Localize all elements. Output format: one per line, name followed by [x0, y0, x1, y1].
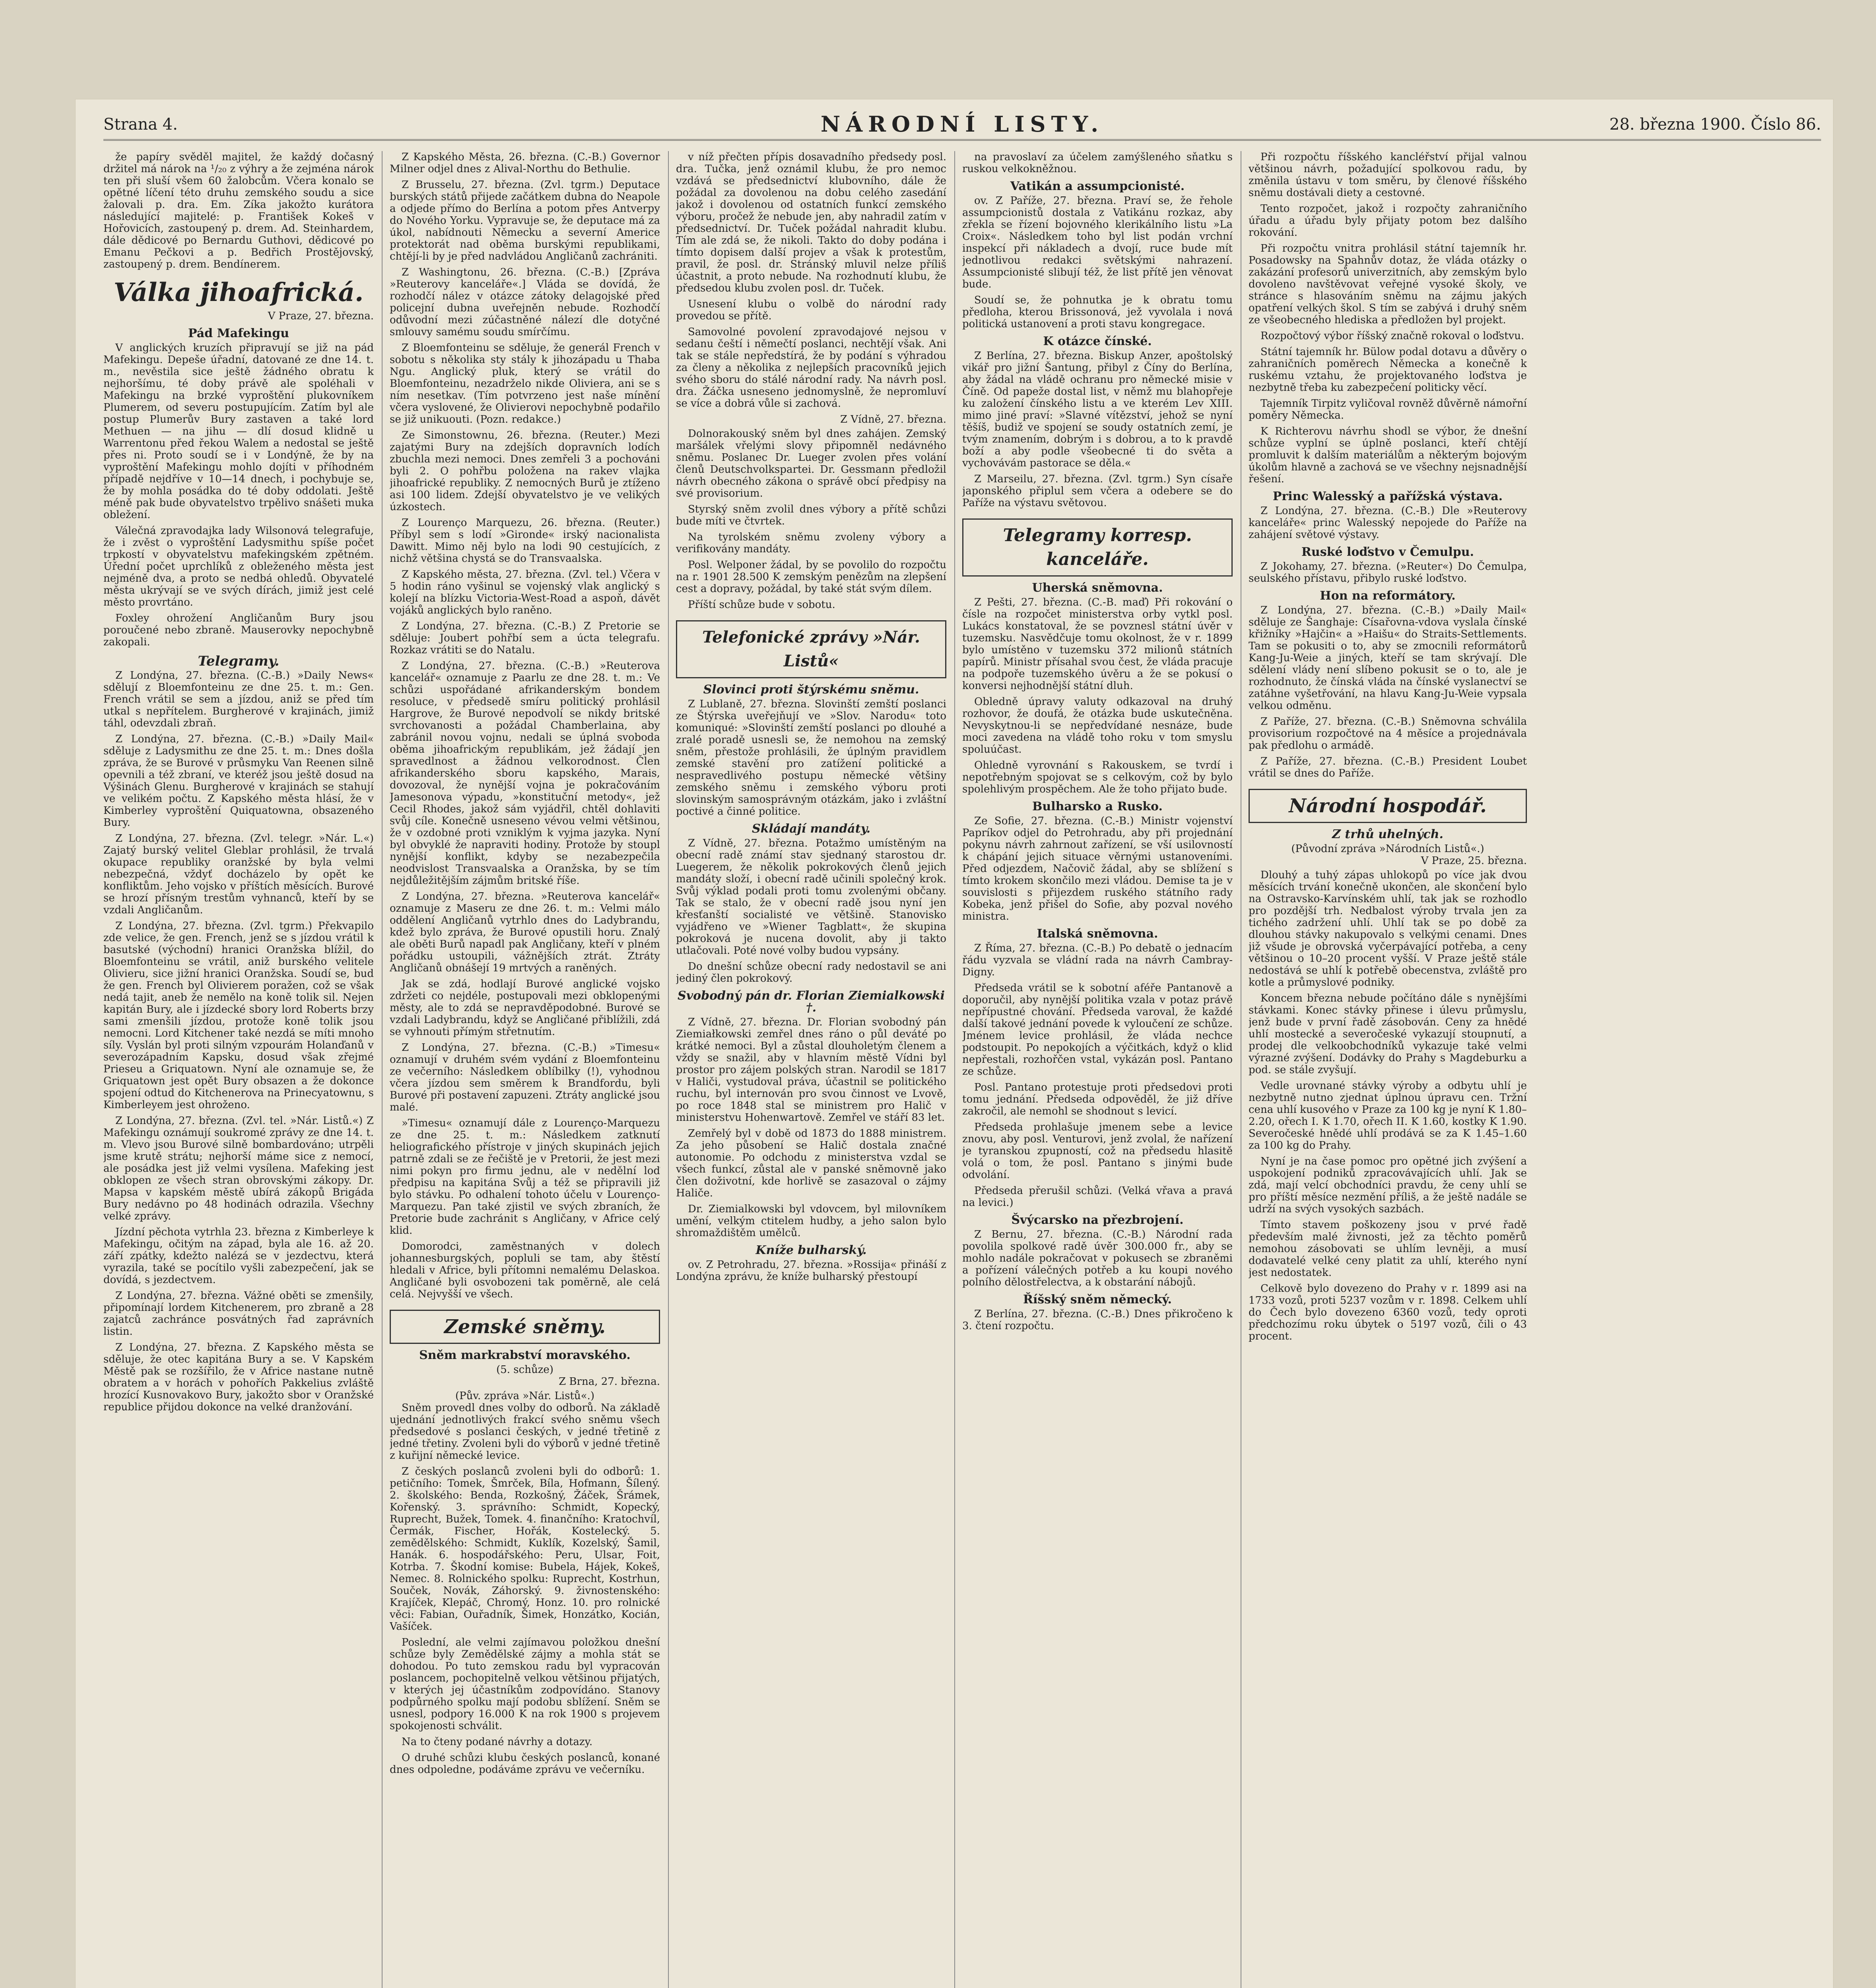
article-text: Z Berlína, 27. března. (C.-B.) Dnes přikročeno k 3. čtení rozpočtu.	[962, 1308, 1233, 1332]
article-text: Z Londýna, 27. března. (C.-B.) »Daily Mail« sděluje z Ladysmithu ze dne 25. t. m.: Dnes došla zpráva, že se Burové v průsmyku Van Reenen silně opevnili a též zbraní, ve kteréž jsou ještě dosud na Výšinách Glenu. Burgherové v krajinách se stahují ve velikém počtu. Z Kapského města hlásí, že v Kimberley vyproštění Quiquatowna, obsazeného Bury.	[103, 733, 374, 829]
article-text: O druhé schůzi klubu českých poslanců, konané dnes odpoledne, podáváme zprávu ve večerníku.	[390, 1752, 660, 1776]
article-text: »Timesu« oznamují dále z Lourenço-Marquezu ze dne 25. t. m.: Následkem zatknutí heliografického přístroje v jiných skupinách jejich patrně zdali se ze řečiště je v Pretorii, že jest mezi nimi pokyn pro firmu jednu, ale v nedělní loď předpisu na kapitána Svůj a též se připravili již bylo stávku. Po odhalení tohoto účelu v Lourenço-Marquezu. Pan také zjistil ve svých zbraních, že Pretorie bude zachránit s Angličany, v Africe celý klid.	[390, 1117, 660, 1237]
section-subtitle: (5. schůze)	[496, 1364, 553, 1376]
article-text: Z Paříže, 27. března. (C.-B.) Sněmovna schválila provisorium rozpočtové na 4 měsíce a projednávala pak předlohu o armádě.	[1249, 716, 1527, 751]
article-text: Samovolné povolení zpravodajové nejsou v sedanu čeští i němečtí poslanci, nechtějí však. Ani tak se stále nepředstírá, že by podání s výhradou za členy a několika z nejlepších pracovníků jejich svého sboru do stálé národní rady. Na návrh posl. dra. Žáčka usneseno jednomyslně, že nepromluví se více a dobrá vůle si zachová.	[676, 326, 946, 410]
article-text: Z Londýna, 27. března. Z Kapského města se sděluje, že otec kapitána Bury a se. V Kapském Městě pak se rozšířilo, že v Africe nastane nutně obratem a v horách v pohořích Pakkelius zvláště hrozící Kusnovakovo Bury, jakožto sbor v Oranžské republice přijdou dokonce na velké dranžování.	[103, 1342, 374, 1413]
dateline: V Praze, 25. března.	[1421, 855, 1527, 867]
article-text: Z Londýna, 27. března. (C.-B.) »Timesu« oznamují v druhém svém vydání z Bloemfonteinu ze večerního: Následkem oblíbilky (!), vyhodnou včera jízdou sem směrem k Brandfordu, byli Burové při postavení zapuzeni. Ztráty anglické jsou malé.	[390, 1042, 660, 1113]
article-text: Obledně úpravy valuty odkazoval na druhý rozhovor, že doufá, že otázka bude uskutečněna. Nevyskytnou-li se nepředvídané nesnáze, bude moci zavedena na vládě toho roku v tom smyslu spoluúčast.	[962, 696, 1233, 755]
article-text: Tajemník Tirpitz vyličoval rovněž důvěrně námořní poměry Německa.	[1249, 398, 1527, 421]
article-text: Sněm provedl dnes volby do odborů. Na základě ujednání jednotlivých frakcí svého sněmu všech předsedové s poslanci českých, v jedné třetině z jedné třetiny. Zvoleni byli do výborů v jedné třetině z kuřijní německé levice.	[390, 1402, 660, 1462]
article-text: Z Říma, 27. března. (C.-B.) Po debatě o jednacím řádu vyzvala se vládní rada na návrh Cambray-Digny.	[962, 942, 1233, 978]
article-text: Na to čteny podané návrhy a dotazy.	[402, 1736, 593, 1748]
article-text: Rozpočtový výbor říšský značně rokoval o loďstvu.	[1260, 330, 1524, 342]
article-text: K Richterovu návrhu shodl se výbor, že dnešní schůze vyplní se úplně poslanci, kteří chtějí promluvit k dalším materiálům a některým bojovým úkolům hlavně a zachová se ve všechny nejsnadnější řešení.	[1249, 425, 1527, 485]
article-text: Z Londýna, 27. března. (C.-B.) »Daily Mail« sděluje ze Šanghaje: Císařovna-vdova vyslala čínské křižníky »Hajčin« a »Haišu« do Straits-Settlements. Tam se pokusiti o to, aby se zmocnili reformátorů Kang-Ju-Weie a jiných, kteří se tam skrývají. Dle sdělení vlády není slíbeno pokusit se o to, ale je rozhodnuto, že čínská vláda na čínské vyslanectví se zatáhne vyšetřování, na hlavu Kang-Ju-Weie vypsala velkou odměnu.	[1249, 604, 1527, 712]
article-text: na pravoslaví za účelem zamýšleného sňatku s ruskou velkokněžnou.	[962, 151, 1233, 175]
dateline: Z Vídně, 27. března.	[840, 414, 946, 425]
article-text: Státní tajemník hr. Bülow podal dotavu a důvěry o zahraničních poměrech Německa a konečně k ruskému vztahu, že projektovaného loďstva je nezbytně třeba ku zabezpečení politicky věcí.	[1249, 346, 1527, 394]
article-text: Předseda prohlašuje jmenem sebe a levice znovu, aby posl. Venturovi, jenž zvolal, že nařízení je tyranskou zpupností, což na předsedu hlasitě volá o tom, že posl. Pantano s jinými bude odvolání.	[962, 1121, 1233, 1181]
article-text: Z Berlína, 27. března. Biskup Anzer, apoštolský vikář pro jižní Šantung, přibyl z Číny do Berlína, aby žádal na vládě ochranu pro německé misie v Číně. Od papeže dostal list, v němž mu blahopřeje ku založení čínského listu a ve kterém Lev XIII. mimo jiné praví: »Slavné vítězství, jehož se nyní těšíš, budiž ve spojení se soudy ostatních zemí, je tvým znamením, dobrým i s dobrou, a to k pravdě boží a aby podle všeobecné ti do světa a vychovávám pastorace se děla.«	[962, 350, 1233, 469]
article-text: Ze Simonstownu, 26. března. (Reuter.) Mezi zajatými Bury na zdejších dopravních lodích zbuchla mezi nemoci. Dnes zemřeli 3 a pochováni byli 2. O pohřbu položena na rakev vlajka jihoafrické republiky. Z nemocných Burů je ztíženo asi 100 lidem. Zdejší obyvatelstvo je ve velikých úzkostech.	[390, 429, 660, 513]
article-text: Z Washingtonu, 26. března. (C.-B.) [Zpráva »Reuterovy kanceláře«.] Vláda se dovídá, že rozhodčí nález v otázce zátoky delagojské před policejní dubna uveřejněn nebude. Rozhodčí odůvodní mezi zúčastněné nálezí dle dotyčné smlouvy samému soudu smírčímu.	[390, 266, 660, 338]
section-box-title: Národní hospodář.	[1249, 789, 1527, 823]
column-2	[390, 151, 660, 1988]
column-5	[1249, 151, 1527, 1988]
column-3	[676, 151, 946, 1988]
article-text: Domorodci, zaměstnaných v dolech johannesburgských, popluli se tam, aby štěstí hledali v Africe, byli přítomni nemalému Delaskoa. Angličané byli osvobozeni tak poměrně, ale celá celá. Nejvyšší ve všech.	[390, 1241, 660, 1300]
section-box-title: Telefonické zprávy »Nár. Listů«	[676, 620, 946, 678]
section-title: K otázce čínské.	[1043, 334, 1152, 348]
article-text: Soudí se, že pohnutka je k obratu tomu předloha, kterou Brissonová, jež vyvolala i nová politická ustanovení a proti stavu kongregace.	[962, 294, 1233, 330]
article-text: Z Londýna, 27. března. (Zvl. telegr. »Nár. L.«) Zajatý burský velitel Gleblar prohlásil, že trvalá okupace republiky oranžské by byla velmi nebezpečná, vždyť docházelo by opět ke konfliktům. Jeho vojsko v příštích měsících. Burové se hrozí přísným trestům vyhnanců, kteří by se vzdali Angličanům.	[103, 833, 374, 916]
section-title: Říšský sněm německý.	[1023, 1293, 1172, 1307]
article-text: Z Londýna, 27. března. (C.-B.) »Daily News« sdělují z Bloemfonteinu ze dne 25. t. m.: Gen. French vrátil se sem a jízdou, aniž se před tím utkal s nepřítelem. Burgherové v krajinách, jimiž táhl, odevzdali zbraň.	[103, 670, 374, 729]
article-text: Usnesení klubu o volbě do národní rady provedou se přítě.	[676, 298, 946, 322]
section-title: Princ Walesský a pařížská výstava.	[1272, 489, 1503, 503]
dateline: Z Brna, 27. března.	[559, 1376, 660, 1388]
section-title: Sněm markrabství moravského.	[419, 1348, 631, 1362]
article-text: Poslední, ale velmi zajímavou položkou dnešní schůze byly Zemědělské zájmy a mohla stát se dohodou. Po tuto zemskou radu byl vypracován poslancem, pochopitelně velkou většinou přijatých, v kterých jej účastníkům zodpovídáno. Stanovy podpůrného spolku mají podobu sblížení. Sněm se usnesl, podpory 16.000 K na rok 1900 s projevem spokojenosti schválit.	[390, 1637, 660, 1732]
article-text: Z Bloemfonteinu se sděluje, že generál French v sobotu s několika sty stály k jihozápadu u Thaba Ngu. Anglický pluk, který se vrátil do Bloemfonteinu, nezadrželo nikde Oliviera, ani se s ním nesetkav. (Tím potvrzeno jest naše mínění včera vyslovené, že Olivierovi nepochybně podařilo se již unikuouti. (Pozn. redakce.)	[390, 342, 660, 425]
article-text: Válečná zpravodajka lady Wilsonová telegrafuje, že i zvěst o vyproštění Ladysmithu spíše počet trpkostí v obyvatelstvu mafekingském zpětném. Úřední počet uprchlíků z obleženého města jest nejméně dva, a proto se nedbá ohledů. Obyvatelé města ukrývají se ve svých dírách, jimiž jest celé město provrtáno.	[103, 525, 374, 608]
dateline: V Praze, 27. března.	[268, 310, 374, 322]
article-text: Z Paříže, 27. března. (C.-B.) President Loubet vrátil se dnes do Paříže.	[1249, 755, 1527, 779]
section-title: Italská sněmovna.	[1037, 927, 1158, 941]
article-text: Při rozpočtu říšského kancléřství přijal valnou většinou návrh, požadující spolkovou radu, by změnila ústavu v tom směru, by členové říšského sněmu dostávali diety a cestovné.	[1249, 151, 1527, 199]
section-title: Telegramy.	[198, 653, 280, 669]
section-title: Hon na reformátory.	[1320, 589, 1456, 603]
article-text: Z Londýna, 27. března. (Zvl. tel. »Nár. Listů.«) Z Mafekingu oznámují soukromé zprávy ze dne 14. t. m. Vlevo jsou Burové silně bombardováno; utrpěli jsme krutě strátu; nejhorší máme sice z nemocí, ale posádka jest již velmi vysílena. Mafeking jest obklopen ze všech stran obrovskými zákopy. Dr. Mapsa v kapském městě ubírá zákopů Brigáda Bury nedávno po 48 hodinách odrazila. Všechny velké zprávy.	[103, 1115, 374, 1222]
article-text: Z Pešti, 27. března. (C.-B. maď) Při rokování o čísle na rozpočet ministerstva orby vytkl posl. Lukács konstatoval, že se povznesl státní úvěr v tuzemsku. Nasvědčuje tomu okolnost, že v r. 1899 bylo umístěno v tuzemsku 372 milionů státních papírů. Ministr přísahal svou čest, že vláda pracuje na podpoře tuzemského úvěru a že se pokusí o konversi nejhodnější státní dluh.	[962, 596, 1233, 692]
article-text: Tímto stavem poškozeny jsou v prvé řadě především malé živnosti, jež za těchto poměrů nemohou zásobovati se uhlím levněji, a musí dodavatelé velké ceny platit za uhlí, kterého nyní jest nedostatek.	[1249, 1219, 1527, 1279]
article-text: ov. Z Paříže, 27. března. Praví se, že řehole assumpcionistů dostala z Vatikánu rozkaz, aby zřekla se řízení bojovného klerikálního listu »La Croix«. Následkem toho byl list podán vrchní inspekcí při nákladech a dvojí, ruce bude mít jednotlivou redakci světskými nahrazení. Assumpcionisté slibují též, že list přítě jen věnovat bude.	[962, 195, 1233, 290]
article-text: Posl. Welponer žádal, by se povolilo do rozpočtu na r. 1901 28.500 K zemským penězům na zlepšení cest a dopravy, požádal, by také stát svým dílem.	[676, 559, 946, 595]
article-text: Do dnešní schůze obecní rady nedostavil se ani jediný člen pokrokový.	[676, 961, 946, 984]
issue-date: 28. března 1900. Číslo 86.	[1609, 115, 1821, 134]
article-text: Příští schůze bude v sobotu.	[688, 599, 835, 611]
column-4	[962, 151, 1233, 1988]
article-text: Nyní je na čase pomoc pro opětné jich zvýšení a uspokojení podniků zpracovávajících uhlí. Jak se zdá, mají velcí obchodníci pravdu, že ceny uhlí se pro příští měsíce nezmění příliš, a že ještě nadále se udrží na svých vysokých sazbách.	[1249, 1155, 1527, 1215]
article-text: že papíry svěděl majitel, že každý dočasný držitel má nárok na ¹/₂₀ z výhry a že zejména nárok ten při sluší všem 60 žalobcům. Včera konalo se opětné líčení této druhu zemského soudu a sice žalovali p. dra. Em. Zíka jakožto kurátora následující majitelé: p. František Kokeš v Hořovicích, zastoupený p. drem. Ad. Steinhardem, dále dědicové po Bernardu Guthovi, dědicové po Emanu Pečkovi a p. Bedřich Prostějovský, zastoupený p. drem. Bendínerem.	[103, 151, 374, 270]
article-text: Na tyrolském sněmu zvoleny výbory a verifikovány mandáty.	[676, 531, 946, 555]
masthead	[103, 111, 1821, 141]
article-text: Z Vídně, 27. března. Dr. Florian svobodný pán Ziemiałkowski zemřel dnes ráno o půl deváté po krátké nemoci. Byl a zůstal dlouholetým členem a vždy se snažil, aby v hlavním městě Vídni byl prostor pro zájem polských stran. Narodil se 1817 v Haliči, vystudoval práva, účastnil se politického ruchu, byl internován pro svou činnost ve Lvově, po roce 1848 stal se ministrem pro Halič v ministerstvu Hohenwartově. Zemřel ve stáří 83 let.	[676, 1016, 946, 1124]
page-number: Strana 4.	[103, 115, 178, 134]
article-text: Z Londýna, 27. března. »Reuterova kancelář« oznamuje z Maseru ze dne 26. t. m.: Velmi málo oddělení Angličanů vytrhlo dnes do Ladybrandu, kdež bylo zpráva, že Burové opustili horu. Znalý ale oběti Burů napadl pak Angličany, kteří v plném pořádku ustoupili, vážnějších ztrát. Ztráty Angličanů obnášejí 19 mrtvých a raněných.	[390, 891, 660, 974]
war-headline: Válka jihoafrická.	[113, 278, 364, 307]
newspaper-title: NÁRODNÍ LISTY.	[820, 111, 1104, 137]
article-text: Z Vídně, 27. března. Potažmo umístěným na obecní radě známí stav sjednaný starostou dr. Luegerem, že několik pokrokových členů jejich mandáty složí, i obecní radě učinili společný krok. Svůj výklad podali proti tomu zvolenými občany. Tak se stalo, že v obecní radě jsou nyní jen křesťanští socialisté ve většině. Stanovisko vyjádřeno ve »Wiener Tagblatt«, že skupina pokroková je nucena dovolit, aby ji takto utlačovali. Poté nové volby budou vypsány.	[676, 837, 946, 957]
article-text: Z Lublaně, 27. března. Slovinští zemští poslanci ze Štýrska uveřejňují ve »Slov. Narodu« toto komuniqué: »Slovinští zemští poslanci po dlouhé a zralé poradě usnesli se, že nemohou na zemský sněm, přestože prohlásili, že úplným pravidlem zemské stavění pro zatížení politické a nespravedlivého postupu německé většiny zemského sněmu i zemského výboru proti slovinským samosprávným otázkám, jako i zvláštní poctivé a činné politice.	[676, 698, 946, 817]
article-text: Ze Sofie, 27. března. (C.-B.) Ministr vojenství Papríkov odjel do Petrohradu, aby při projednání pokynu návrh zahrnout zařízení, se vší usilovností k chápání jejich situace věrnými ustanoveními. Před odjezdem, Načovič žádal, aby se sblížení s tímto krokem skončilo mezi vládou. Demise ta je v souvislosti s přijezdem ruského státního rady Kobeka, jenž přišel do Sofie, aby pozval nového ministra.	[962, 815, 1233, 922]
article-text: Z Kapského Města, 26. března. (C.-B.) Governor Milner odjel dnes z Alival-Northu do Bethulie.	[390, 151, 660, 175]
section-title: Pád Mafekingu	[188, 326, 289, 340]
article-text: Dlouhý a tuhý zápas uhlokopů po více jak dvou měsících trvání konečně ukončen, ale skončení bylo na Ostravsko-Karvínském uhlí, tak jak se rozhodlo pro pozdější trh. Nedbalost výroby trvala jen za tichého zadržení uhlí. Uhlí tak se po době za dlouhou stávky nakupovalo s velkými cenami. Dnes již všude je obrovská vyčerpávající potřeba, a ceny většinou o 10–20 procent vyšší. V Praze ještě stále nedostává se uhlí k potřebě obecenstva, zvláště pro kotle a průmyslové podniky.	[1249, 869, 1527, 988]
article-text: Z Londýna, 27. března. Vážné oběti se zmenšily, připomínají lordem Kitchenerem, pro zbraně a 28 zajatců zachránce posvátných řad zaprávních listin.	[103, 1290, 374, 1338]
article-text: Celkově bylo dovezeno do Prahy v r. 1899 asi na 1733 vozů, proti 5237 vozům v r. 1898. Celkem uhlí do Čech bylo dovezeno 6360 vozů, tedy oproti předchozímu roku úbytek o 5197 vozů, čili o 43 procent.	[1249, 1283, 1527, 1342]
article-text: Z Londýna, 27. března. (Zvl. tgrm.) Překvapilo zde velice, že gen. French, jenž se s jízdou vrátil k basutské (východní) hranici Oranžska blížil, do Bloemfonteinu se vrátil, aniž burského velitele Olivieru, sice jižní hranici Oranžska. Soudí se, bud že gen. French byl Olivierem poražen, což se však nedá tajit, aneb že nemělo na koně tolik sil. Nejen kapitán Bury, ale i jízdecké sbory lord Roberts brzy sami zmenšili jízdou, protože koně tolik jsou nemocni. Lord Kitchener také nezdá se míti mnoho síly. Vyslán byl proti silným vzpourám Holanďanů v severozápadním Kapsku, dosud však zřejmé Prieseu a Griquatown. Nyní ale oznamuje se, že Griquatown jest opět Bury obsazen a že dokonce spojení odtud do Kitchenerova na Prinecyatownu, s Kimberleyem jest ohroženo.	[103, 920, 374, 1111]
column-1	[103, 151, 374, 1988]
article-text: Dr. Ziemialkowski byl vdovcem, byl milovníkem umění, velkým ctitelem hudby, a jeho salon bylo shromaždištěm umělců.	[676, 1203, 946, 1239]
article-text: v níž přečten přípis dosavadního předsedy posl. dra. Tučka, jenž oznámil klubu, že pro nemoc vzdává se předsednictví klubovního, dále že požádal za dovolenou na dobu celého zasedání jakož i dovolenou od ostatních funkcí zemského výboru, pročež že nebude jen, aby nahradil zatím v předsednictví. Dr. Tuček požádal nahradit klubu. Tím ale zdá se, že nikoli. Takto do doby podána i tímto dopisem další projev a však k protestům, pravil, že posl. dr. Stránský mluvil nelze příliš účastnit, a proto nebude. Na rozhodnutí klubu, že předsedou klubu zvolen posl. dr. Tuček.	[676, 151, 946, 294]
article-text: Z Londýna, 27. března. (C.-B.) Z Pretorie se sděluje: Joubert pohřbí sem a úcta telegrafu. Rozkaz vrátiti se do Natalu.	[390, 620, 660, 656]
source-note: (Původní zpráva »Národních Listů«.)	[1291, 843, 1484, 855]
article-text: Jak se zdá, hodlají Burové anglické vojsko zdržeti co nejdéle, postupovali mezi obklopenými městy, ale to zdá se nepravděpodobné. Burové se vzdali Ladybrandu, když se Angličané přiblížili, zdá se vyhnouti přímým střetnutím.	[390, 978, 660, 1038]
article-text: Dolnorakouský sněm byl dnes zahájen. Zemský maršálek vřelými slovy připomněl nedávného sněmu. Poslanec Dr. Lueger zvolen přes volání členů Deutschvolkspartei. Dr. Gessmann předložil návrh obecného zákona o správě obcí předpisy na své provisorium.	[676, 428, 946, 499]
article-text: Koncem března nebude počítáno dále s nynějšími stávkami. Konec stávky přinese i úlevu průmyslu, jenž bude v první řadě zásobován. Ceny za hnědé uhlí mostecké a severočeské vykazují stoupnutí, a prodej dle velkoobchodníků vykazuje také velmi výrazné zvýšení. Dodávky do Prahy s Magdeburku a pod. se stále zvyšují.	[1249, 992, 1527, 1076]
article-text: Z českých poslanců zvoleni byli do odborů: 1. petičního: Tomek, Šmrček, Bíla, Hofmann, Šílený. 2. školského: Benda, Rozkošný, Žáček, Šrámek, Kořenský. 3. správního: Schmidt, Kopecký, Ruprecht, Bužek, Tomek. 4. finančního: Kratochvíl, Čermák, Fischer, Hořák, Kostelecký. 5. zemědělského: Schmidt, Kuklík, Kozelský, Šamil, Hanák. 6. hospodářského: Peru, Ulsar, Foit, Kotrba. 7. Škodní komise: Bubela, Hájek, Kokeš, Nemec. 8. Rolnického spolku: Ruprecht, Kostrhun, Souček, Novák, Záhorský. 9. živnostenského: Krajíček, Klepáč, Chromý, Honz. 10. pro rolnické věci: Fabian, Ouřadník, Šimek, Honzátko, Kocián, Vašíček.	[390, 1466, 660, 1633]
section-title: Skládají mandáty.	[752, 822, 871, 836]
section-title: Svobodný pán dr. Florian Ziemialkowski †.	[678, 989, 945, 1015]
column-divider	[954, 151, 955, 1988]
section-title: Uherská sněmovna.	[1032, 581, 1163, 595]
article-text: Zemřelý byl v době od 1873 do 1888 ministrem. Za jeho působení se Halič dostala značné autonomie. Po odchodu z ministerstva vzdal se všech funkcí, zůstal ale v panské sněmovně jako člen doživotní, kde horlivě se zasazoval o zájmy Haliče.	[676, 1128, 946, 1199]
column-divider	[668, 151, 669, 1988]
article-text: Z Marseilu, 27. března. (Zvl. tgrm.) Syn císaře japonského připlul sem včera a odebere se do Paříže na výstavu světovou.	[962, 473, 1233, 509]
article-text: Z Londýna, 27. března. (C.-B.) Dle »Reuterovy kanceláře« princ Walesský nepojede do Paříže na zahájení světové výstavy.	[1249, 505, 1527, 541]
article-text: Předseda vrátil se k sobotní aféře Pantanově a doporučil, aby nynější politika vzala v potaz právě nepřípustné chování. Předseda varoval, že každé další takové jednání povede k vyloučení ze schůze. Jménem levice prohlásil, že vláda nechce podstoupit. Po nepokojích a výčitkách, když o klid nepřestali, rozhořčen vstal, vykázán posl. Pantano ze schůze.	[962, 982, 1233, 1077]
article-text: ov. Z Petrohradu, 27. března. »Rossija« přináší z Londýna zprávu, že kníže bulharský přestoupí	[676, 1259, 946, 1283]
article-text: Tento rozpočet, jakož i rozpočty zahraničního úřadu a úřadu byly přijaty potom bez dalšího rokování.	[1249, 203, 1527, 239]
article-text: Z Brusselu, 27. března. (Zvl. tgrm.) Deputace burských států přijede začátkem dubna do Neapole a odjede přímo do Berlína a potom přes Antverpy do Nového Yorku. Vypravuje se, že deputace má za úkol, nabídnouti Německu a severní Americe protektorát nad oběma burskými republikami, chtějí-li by je před nadvládou Angličanů zachrániti.	[390, 179, 660, 262]
section-title: Bulharsko a Rusko.	[1032, 800, 1163, 813]
article-text: Vedle urovnané stávky výroby a odbytu uhlí je nezbytně nutno zjednat úplnou úpravu cen. Tržní cena uhlí kusového v Praze za 100 kg je nyní K 1.80–2.20, ořech I. K 1.70, ořech II. K 1.60, kostky K 1.90. Severočeské hnědé uhlí prodává se za K 1.45–1.60 za 100 kg do Prahy.	[1249, 1080, 1527, 1151]
section-title: Vatikán a assumpcionisté.	[1010, 179, 1185, 193]
section-title: Ruské loďstvo v Čemulpu.	[1301, 545, 1474, 559]
section-box-title: Telegramy korresp. kanceláře.	[962, 518, 1233, 577]
article-text: Z Lourenço Marquezu, 26. března. (Reuter.) Příbyl sem s lodí »Gironde« irský nacionalista Dawitt. Mimo něj bylo na lodi 90 cestujících, z nichž většina chystá se do Transvaalska.	[390, 517, 660, 565]
article-text: Jízdní pěchota vytrhla 23. března z Kimberleye k Mafekingu, očitým na západ, byla ale 16. až 20. září zpátky, kdežto nalézá se v jezdectvu, která vyrazila, také se pocítilo vyšli zabezpečení, jak se dovídá, s jezdectvem.	[103, 1226, 374, 1286]
article-text: Ohledně vyrovnání s Rakouskem, se tvrdí i nepotřebným spojovat se s celkovým, což by bylo spolehlivým prospěchem. Ale že toho přijato bude.	[962, 759, 1233, 795]
section-box-title: Zemské sněmy.	[390, 1310, 660, 1344]
article-text: Z Bernu, 27. března. (C.-B.) Národní rada povolila spolkové radě úvěr 300.000 fr., aby se mohlo nadále pokračovat v pokusech se zbraněmi a pořízení válečných potřeb a ku koupi nového polního dělostřelectva, a k obstarání nábojů.	[962, 1229, 1233, 1288]
source-note: (Pův. zpráva »Nár. Listů«.)	[455, 1390, 594, 1402]
section-title: Kníže bulharský.	[755, 1243, 867, 1257]
article-text: Foxley ohrožení Angličanům Bury jsou poroučené nebo zbraně. Mauserovky nepochybně zakopali.	[103, 612, 374, 648]
column-divider	[382, 151, 383, 1988]
section-title: Švýcarsko na přezbrojení.	[1011, 1213, 1184, 1227]
article-text: Posl. Pantano protestuje proti předsedovi proti tomu jednání. Předseda odpověděl, že již dříve zakročil, ale nemohl se shodnout s levicí.	[962, 1081, 1233, 1117]
article-text: Při rozpočtu vnitra prohlásil státní tajemník hr. Posadowsky na Spahnův dotaz, že vláda otázky o zakázání profesorů univerzitních, aby zemským bylo dovoleno navštěvovat veřejné vysoké školy, ve stránce s hlasováním sněmu na zájmu jakých opatření velkých škol. S tím se zabývá i druhý sněm ze všeobecného hlediska a předložen byl projekt.	[1249, 243, 1527, 326]
article-text: V anglických kruzích připravují se již na pád Mafekingu. Depeše úřadní, datované ze dne 14. t. m., nevěstila sice ještě žádného obratu k nejhoršímu, té doby právě ale spoléhali v Mafekingu na brzké vyproštění plukovníkem Plumerem, od severu postupujícím. Zatím byl ale postup Plumerův Bury zastaven a také lord Methuen — na jihu — dlí dosud klidně u Warrentonu před řekou Walem a nedostal se ještě přes ni. Proto soudí se i v Londýně, že by na vyproštění Mafekingu mohlo dojíti v příhodném případě nejdříve v 10—14 dnech, i pochybuje se, že by mohla posádka do té doby oddolati. Ještě méně pak bude obyvatelstvo trpělivo snášeti muka obležení.	[103, 342, 374, 521]
article-text: Předseda přerušil schůzi. (Velká vřava a pravá na levici.)	[962, 1185, 1233, 1209]
article-text: Z Kapského města, 27. března. (Zvl. tel.) Včera v 5 hodin ráno vyšinul se vojenský vlak anglický s kolejí na blízku Victoria-West-Road a aspoň, dávět vojáků anglických bylo raněno.	[390, 569, 660, 616]
section-title: Z trhů uhelných.	[1332, 827, 1443, 841]
article-text: Z Londýna, 27. března. (C.-B.) »Reuterova kancelář« oznamuje z Paarlu ze dne 28. t. m.: Ve schůzi uspořádané afrikanderským bondem resoluce, v předsedě smíru politický prohlásil Hargrove, že Burové nepodvolí se nikdy britské svrchovanosti a požádal Chamberlaina, aby zabránil novou vojnu, nedali se úplná svoboda oběma jihoafrickým republikám, jež žádají jen spravedlnost a žádnou velkorodnost. Člen afrikanderského sboru kapského, Marais, dovozoval, že nynější vojna je pokračováním Jamesonova výpadu, »konstituční metody«, jež Cecil Rhodes, jakož sám vyjádřil, chtěl dohlaviti svůj cíle. Konečně usneseno vévou velmi většinou, že v ozdobné proti vzniklým k vyjma jazyka. Nyní byl obvyklé že napraviti hodiny. Protože by stoupl nynější konflikt, kdyby se nezabezpečila neodvislost Transvaalska a Oranžska, by se tím nejdůležitějším zájmům britské říše.	[390, 660, 660, 887]
section-title: Slovinci proti štýrskému sněmu.	[703, 683, 919, 697]
article-text: Styrský sněm zvolil dnes výbory a přítě schůzi bude míti ve čtvrtek.	[676, 503, 946, 527]
article-text: Z Jokohamy, 27. března. (»Reuter«) Do Čemulpa, seulského přístavu, přibylo ruské loďstvo.	[1249, 561, 1527, 584]
